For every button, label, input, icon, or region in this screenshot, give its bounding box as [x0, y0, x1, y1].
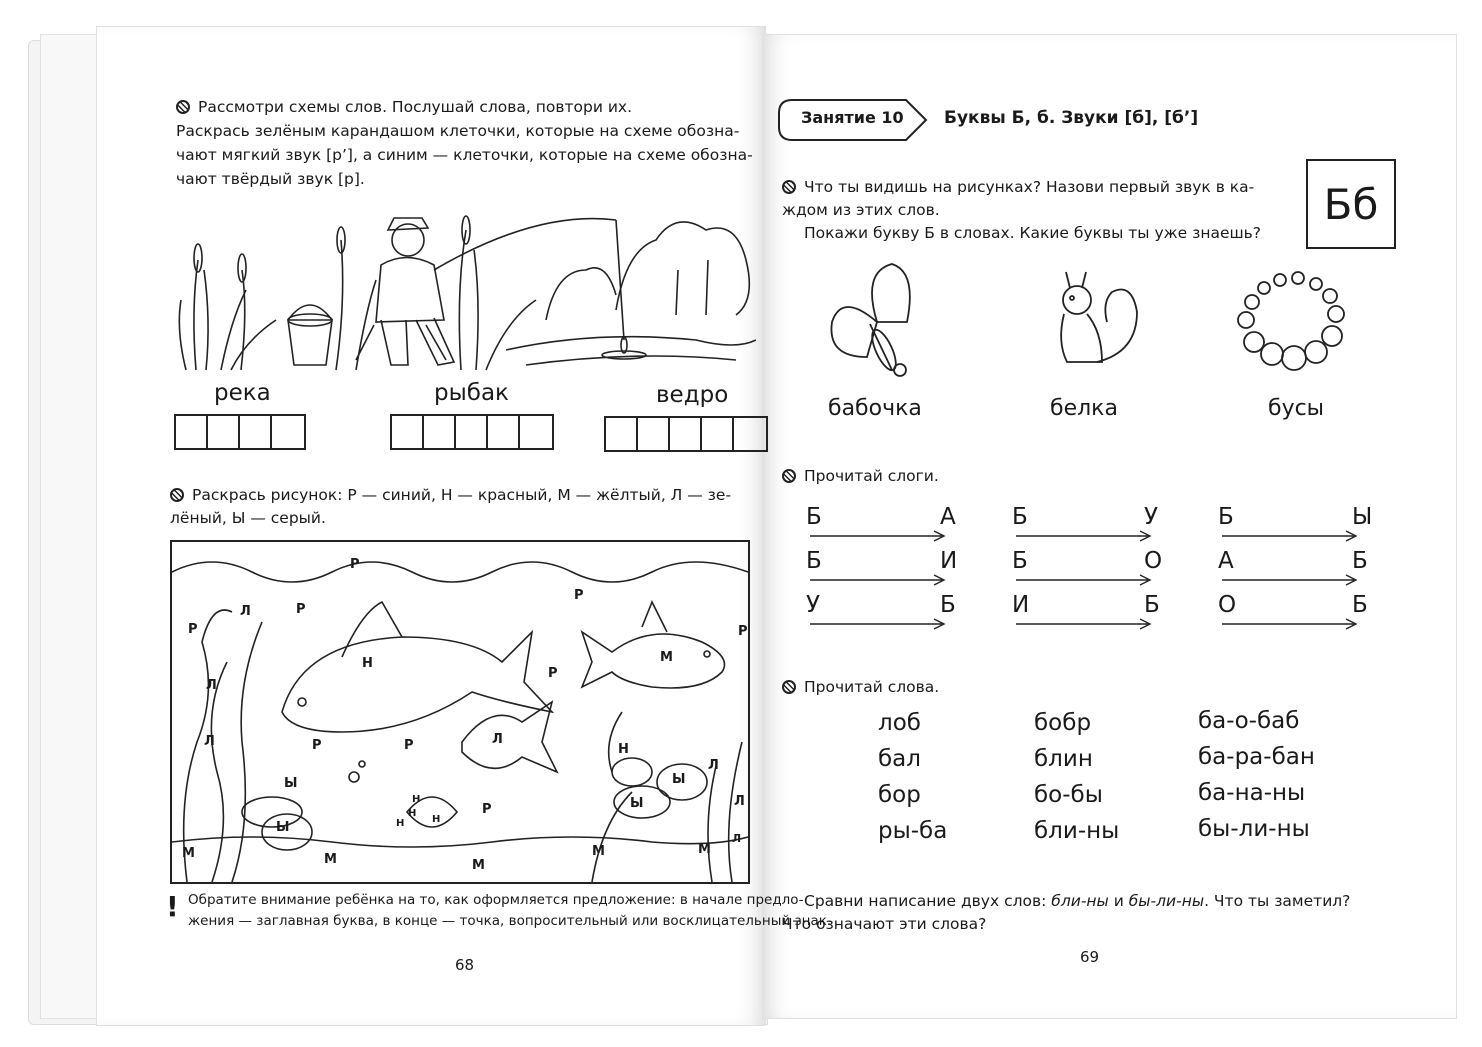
- task-text-line: ждом из этих слов.: [782, 201, 940, 219]
- task-text-line: Покажи букву Б в словах. Какие буквы ты уже знаешь?: [804, 224, 1262, 242]
- scheme-word: ведро: [656, 382, 729, 408]
- scene-letter: Н: [396, 818, 405, 829]
- syllable-letter: И: [940, 548, 958, 574]
- syllable-letter: Б: [1012, 548, 1028, 574]
- scene-letter: Ы: [630, 796, 644, 811]
- coloring-scene[interactable]: [170, 540, 750, 884]
- lesson-title: Буквы Б, б. Звуки [б], [б’]: [944, 108, 1199, 128]
- word-scheme-cells[interactable]: [390, 414, 554, 450]
- syllable-arrow: [1222, 574, 1360, 586]
- task-chto-vidish: Что ты видишь на рисунках? Назови первый звук в ка-: [782, 176, 1254, 199]
- scene-letter: Л: [204, 734, 215, 749]
- scene-letter: М: [660, 650, 673, 665]
- compared-word: бли-ны: [1051, 892, 1109, 910]
- compared-word: бы-ли-ны: [1128, 892, 1205, 910]
- scene-letter: Ы: [276, 820, 290, 835]
- task-text-line: чают твёрдый звук [р].: [176, 170, 365, 188]
- syllable-letter: Ы: [1352, 504, 1373, 530]
- scene-letter: Л: [240, 604, 251, 619]
- scene-letter: Р: [296, 602, 306, 617]
- reading-word: ры-ба: [878, 818, 948, 844]
- attention-mark: !: [166, 890, 179, 923]
- page-number-left: 68: [455, 956, 475, 974]
- reading-word: ба-о-баб: [1198, 708, 1300, 734]
- picture-caption: белка: [1050, 396, 1118, 421]
- word-scheme-cells[interactable]: [604, 416, 768, 452]
- butterfly-icon: [822, 262, 922, 380]
- scene-letter: Ы: [672, 772, 686, 787]
- syllable-letter: Б: [940, 592, 956, 618]
- page-number-right: 69: [1080, 948, 1100, 966]
- task-bullet-icon: [170, 488, 184, 502]
- reading-word: ба-на-ны: [1198, 780, 1306, 806]
- reading-word: бал: [878, 746, 921, 772]
- task-prochitay-slogi: Прочитай слоги.: [782, 465, 939, 488]
- scene-letter: Р: [482, 802, 492, 817]
- compare-question: Сравни написание двух слов: бли-ны и бы-ли-ны. Что ты заметил?: [804, 892, 1351, 910]
- scene-letter: Л: [492, 732, 503, 747]
- task-text-line: лёный, Ы — серый.: [170, 509, 326, 527]
- syllable-arrow: [1222, 530, 1360, 542]
- syllable-letter: О: [1144, 548, 1163, 574]
- syllable-letter: У: [1144, 504, 1159, 530]
- syllable-letter: И: [1012, 592, 1030, 618]
- syllable-letter: Б: [1352, 592, 1368, 618]
- picture-caption: бабочка: [828, 396, 922, 421]
- reading-word: ба-ра-бан: [1198, 744, 1315, 770]
- scene-letter: Н: [412, 794, 421, 805]
- syllable-arrow: [1016, 574, 1154, 586]
- syllable-letter: А: [1218, 548, 1234, 574]
- beads-icon: [1232, 262, 1352, 380]
- syllable-letter: У: [806, 592, 821, 618]
- compare-question-line: Что означают эти слова?: [782, 915, 987, 933]
- picture-caption: бусы: [1268, 396, 1325, 421]
- scene-letter: М: [592, 844, 605, 859]
- reading-word: лоб: [878, 710, 921, 736]
- task-prochitay-slova: Прочитай слова.: [782, 676, 939, 699]
- syllable-letter: Б: [806, 548, 822, 574]
- lesson-tag: [778, 99, 928, 141]
- scheme-word: река: [214, 380, 271, 406]
- scene-letter: Р: [312, 738, 322, 753]
- syllable-arrow: [810, 574, 948, 586]
- fisherman-illustration: [176, 200, 756, 375]
- scene-letter: М: [182, 846, 195, 861]
- scene-letter: Н: [362, 656, 373, 671]
- reading-word: бор: [878, 782, 921, 808]
- scene-letter: Р: [574, 588, 584, 603]
- scene-letter: Р: [548, 666, 558, 681]
- task-bullet-icon: [782, 469, 796, 483]
- task-bullet-icon: [176, 100, 190, 114]
- reading-word: бли-ны: [1034, 818, 1120, 844]
- note-line: жения — заглавная буква, в конце — точка, вопросительный или восклицательный знак.: [188, 913, 832, 929]
- syllable-letter: Б: [1352, 548, 1368, 574]
- syllable-letter: Б: [1012, 504, 1028, 530]
- syllable-arrow: [810, 530, 948, 542]
- scene-letter: Л: [732, 832, 742, 845]
- squirrel-icon: [1042, 262, 1142, 380]
- scene-letter: Л: [708, 758, 719, 773]
- scene-letter: М: [698, 842, 711, 857]
- syllable-arrow: [1016, 618, 1154, 630]
- syllable-letter: Б: [1144, 592, 1160, 618]
- syllable-arrow: [810, 618, 948, 630]
- big-letter-card: Бб: [1306, 159, 1396, 249]
- scene-letter: Н: [408, 808, 417, 819]
- scene-letter: Л: [734, 794, 745, 809]
- scene-letter: Н: [618, 742, 629, 757]
- syllable-letter: Б: [806, 504, 822, 530]
- word-scheme-cells[interactable]: [174, 414, 306, 450]
- reading-word: бобр: [1034, 710, 1092, 736]
- syllable-letter: А: [940, 504, 956, 530]
- task-rassmotri: Рассмотри схемы слов. Послушай слова, повтори их.: [176, 96, 632, 119]
- syllable-letter: О: [1218, 592, 1237, 618]
- task-raskras: Раскрась рисунок: Р — синий, Н — красный, М — жёлтый, Л — зе-: [170, 484, 731, 507]
- scene-letter: Р: [350, 557, 360, 572]
- task-bullet-icon: [782, 180, 796, 194]
- reading-word: блин: [1034, 746, 1093, 772]
- scene-letter: Ы: [284, 776, 298, 791]
- scene-letter: М: [324, 852, 337, 867]
- task-bullet-icon: [782, 680, 796, 694]
- note-line: Обратите внимание ребёнка на то, как оформляется предложение: в начале предло-: [188, 892, 804, 908]
- lesson-label: Занятие 10: [801, 108, 904, 127]
- task-text-line: чают мягкий звук [р’], а синим — клеточки, которые на схеме обозна-: [176, 146, 753, 164]
- syllable-letter: Б: [1218, 504, 1234, 530]
- task-text-line: Раскрась зелёным карандашом клеточки, которые на схеме обозна-: [176, 122, 740, 140]
- parent-note: [188, 890, 831, 932]
- scene-letter: Р: [404, 738, 414, 753]
- underwater-drawing: [172, 542, 748, 882]
- syllable-arrow: [1222, 618, 1360, 630]
- scene-letter: Р: [738, 624, 748, 639]
- scheme-word: рыбак: [434, 380, 509, 406]
- reading-word: бы-ли-ны: [1198, 816, 1310, 842]
- scene-letter: М: [472, 858, 485, 873]
- syllable-arrow: [1016, 530, 1154, 542]
- scene-letter: Н: [432, 814, 441, 825]
- reading-word: бо-бы: [1034, 782, 1103, 808]
- scene-letter: Р: [188, 622, 198, 637]
- scene-letter: Л: [206, 678, 217, 693]
